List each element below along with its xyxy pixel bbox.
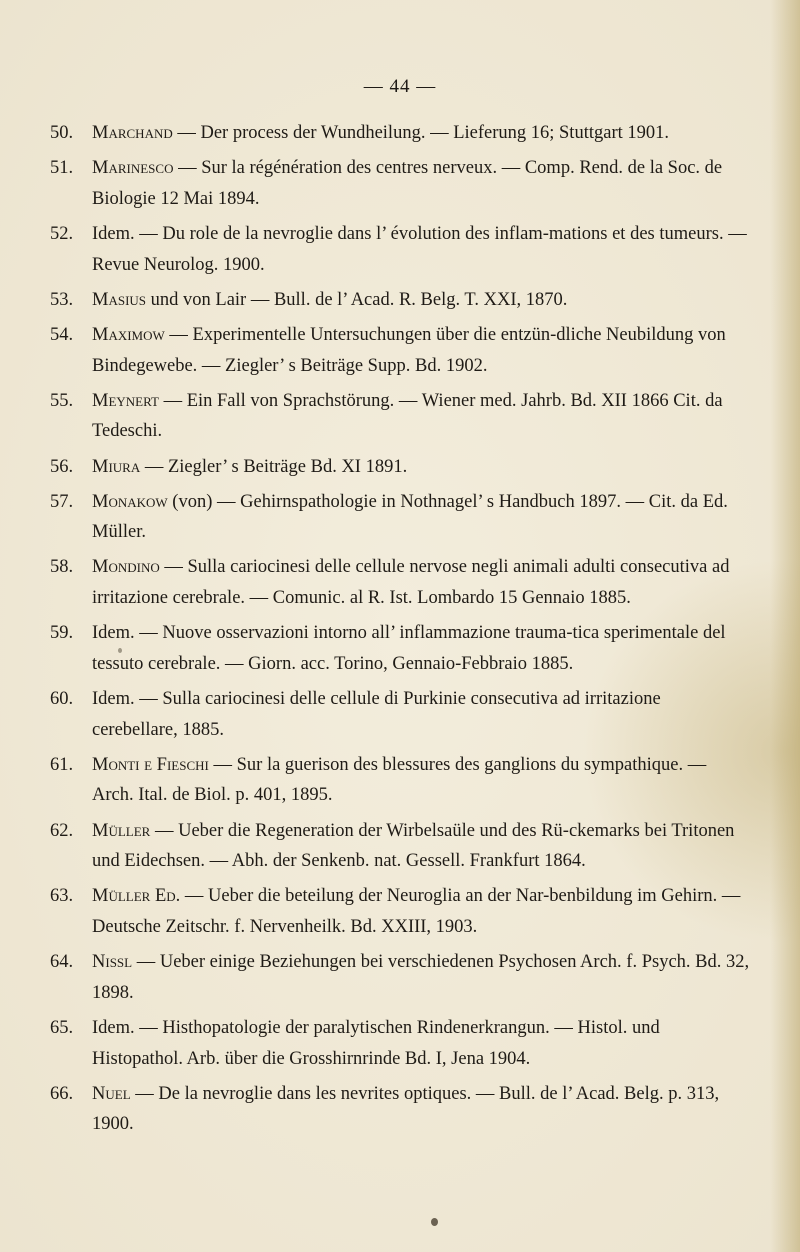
- reference-author: Miura: [92, 456, 141, 477]
- reference-author: Nissl: [92, 952, 133, 973]
- reference-text: (von) — Gehirnspathologie in Nothnagel’ s Handbuch 1897. — Cit. da Ed. Müller.: [92, 491, 728, 543]
- reference-item: [50, 118, 750, 149]
- reference-text: Idem. — Du role de la nevroglie dans l’ évolution des inflam-mations et des tumeurs. — Revue Neurolog. 1900.: [92, 223, 747, 275]
- reference-text: — Ueber die Regeneration der Wirbelsaüle und des Rü-ckemarks bei Tritonen und Eidechsen. — Abh. der Senkenb. nat. Gessell. Frankfurt 1864.: [92, 820, 735, 872]
- reference-item: [50, 153, 750, 214]
- reference-text: — Sur la régénération des centres nerveux. — Comp. Rend. de la Soc. de Biologie 12 Mai 1894.: [92, 158, 723, 209]
- reference-number: 58.: [50, 557, 74, 578]
- reference-item: [50, 618, 750, 679]
- reference-item: [50, 684, 750, 745]
- reference-item: [50, 320, 750, 381]
- reference-author: Mondino: [92, 557, 160, 578]
- reference-number: 52.: [50, 223, 74, 244]
- reference-item: [50, 285, 750, 316]
- ink-speck: [118, 648, 122, 653]
- reference-text: — Sulla cariocinesi delle cellule nervose negli animali adulti consecutiva ad irritazione cerebrale. — Comunic. al R. Ist. Lombardo 15 Gennaio 1885.: [92, 557, 730, 609]
- reference-item: [50, 816, 750, 877]
- reference-item: [50, 947, 750, 1008]
- reference-number: 66.: [50, 1083, 74, 1104]
- reference-text: Idem. — Sulla cariocinesi delle cellule di Purkinie consecutiva ad irritazione cerebellare, 1885.: [92, 689, 661, 740]
- reference-number: 59.: [50, 623, 74, 644]
- reference-text: — Ziegler’ s Beiträge Bd. XI 1891.: [140, 456, 408, 477]
- reference-text: Idem. — Histhopatologie der paralytischen Rindenerkrangun. — Histol. und Histopathol. Arb. über die Grosshirnrinde Bd. I, Jena 1904.: [92, 1017, 660, 1069]
- reference-number: 53.: [50, 289, 74, 310]
- reference-author: Marinesco: [92, 158, 174, 179]
- reference-author: Maximow: [92, 324, 165, 345]
- reference-number: 63.: [50, 886, 74, 907]
- reference-number: 55.: [50, 390, 74, 411]
- reference-number: 64.: [50, 952, 74, 973]
- reference-number: 62.: [50, 820, 74, 841]
- reference-author: Monti e Fieschi: [92, 754, 209, 775]
- reference-number: 56.: [50, 456, 74, 477]
- reference-number: 50.: [50, 123, 74, 143]
- reference-author: Monakow: [92, 491, 168, 512]
- reference-text: — De la nevroglie dans les nevrites optiques. — Bull. de l’ Acad. Belg. p. 313, 1900.: [92, 1083, 720, 1135]
- reference-author: Nuel: [92, 1083, 131, 1104]
- page-edge-shadow: [770, 0, 800, 1252]
- ink-speck: [431, 1218, 438, 1226]
- reference-number: 51.: [50, 158, 74, 179]
- reference-number: 54.: [50, 324, 74, 345]
- reference-text: — Experimentelle Untersuchungen über die entzün-dliche Neubildung von Bindegewebe. — Ziegler’ s Beiträge Supp. Bd. 1902.: [92, 324, 726, 376]
- reference-number: 61.: [50, 754, 74, 775]
- reference-item: [50, 452, 750, 483]
- page-number: — 44 —: [363, 76, 437, 97]
- reference-item: [50, 1013, 750, 1074]
- reference-number: 60.: [50, 689, 74, 710]
- reference-number: 65.: [50, 1017, 74, 1038]
- reference-list: [50, 118, 750, 1145]
- reference-item: [50, 219, 750, 280]
- reference-text: Idem. — Nuove osservazioni intorno all’ inflammazione trauma-tica sperimentale del tessuto cerebrale. — Giorn. acc. Torino, Gennaio-Febbraio 1885.: [92, 623, 726, 674]
- reference-author: Müller: [92, 820, 151, 841]
- reference-item: [50, 1079, 750, 1140]
- reference-text: — Ein Fall von Sprachstörung. — Wiener med. Jahrb. Bd. XII 1866 Cit. da Tedeschi.: [92, 390, 723, 442]
- reference-item: [50, 386, 750, 447]
- reference-text: — Ueber die beteilung der Neuroglia an der Nar-benbildung im Gehirn. — Deutsche Zeitschr. f. Nervenheilk. Bd. XXIII, 1903.: [92, 886, 741, 937]
- reference-text: — Der process der Wundheilung. — Lieferung 16; Stuttgart 1901.: [172, 123, 669, 143]
- reference-item: [50, 552, 750, 613]
- reference-author: Masius: [92, 289, 147, 310]
- reference-item: [50, 750, 750, 811]
- reference-author: Meynert: [92, 390, 159, 411]
- reference-item: [50, 487, 750, 548]
- reference-text: und von Lair — Bull. de l’ Acad. R. Belg. T. XXI, 1870.: [146, 289, 568, 310]
- reference-text: — Ueber einige Beziehungen bei verschiedenen Psychosen Arch. f. Psych. Bd. 32, 1898.: [92, 952, 750, 1003]
- reference-author: Müller Ed.: [92, 886, 181, 907]
- reference-item: [50, 881, 750, 942]
- reference-author: Marchand: [92, 123, 173, 143]
- reference-text: — Sur la guerison des blessures des ganglions du sympathique. — Arch. Ital. de Biol. p. 401, 1895.: [92, 754, 707, 806]
- reference-number: 57.: [50, 491, 74, 512]
